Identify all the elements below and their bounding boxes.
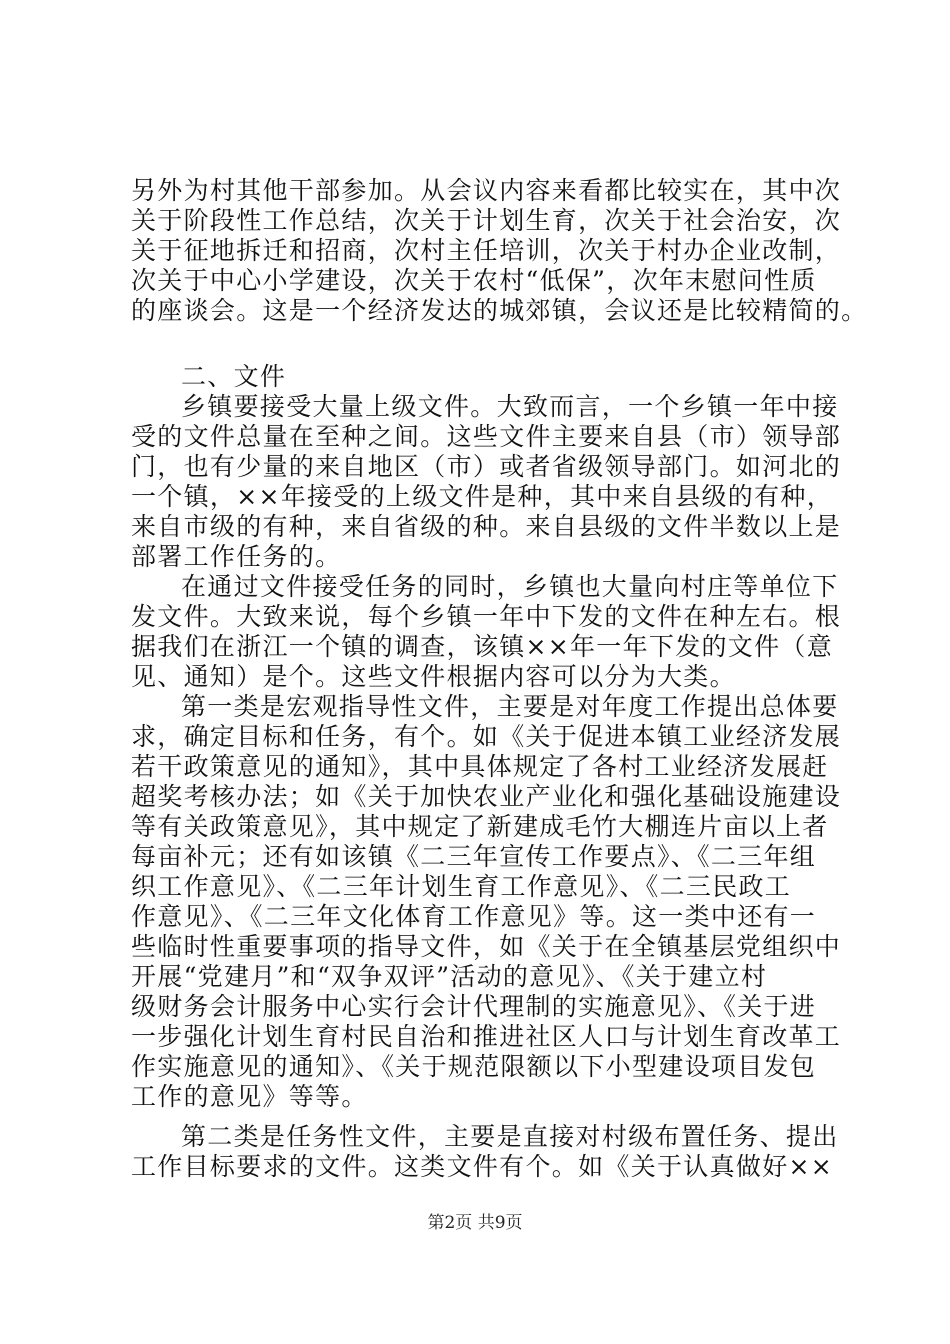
text-line: 门，也有少量的来自地区（市）或者省级领导部门。如河北的 xyxy=(131,452,842,481)
text-line: 受的文件总量在至种之间。这些文件主要来自县（市）领导部 xyxy=(131,422,842,451)
text-line: 作实施意见的通知》、《关于规范限额以下小型建设项目发包 xyxy=(131,1052,817,1081)
text-line: 次关于中心小学建设，次关于农村“低保”，次年末慰问性质 xyxy=(131,266,817,295)
text-line: 部署工作任务的。 xyxy=(131,542,342,571)
text-line: 据我们在浙江一个镇的调查，该镇××年一年下发的文件（意 xyxy=(131,632,833,661)
text-line: 工作的意见》等等。 xyxy=(131,1082,368,1111)
text-line: 发文件。大致来说，每个乡镇一年中下发的文件在种左右。根 xyxy=(131,602,842,631)
text-line: 乡镇要接受大量上级文件。大致而言，一个乡镇一年中接 xyxy=(181,392,839,421)
text-line: 另外为村其他干部参加。从会议内容来看都比较实在，其中次 xyxy=(131,176,842,205)
text-line: 等有关政策意见》，其中规定了新建成毛竹大棚连片亩以上者 xyxy=(131,812,829,841)
text-line: 求，确定目标和任务，有个。如《关于促进本镇工业经济发展 xyxy=(131,722,842,751)
text-line: 关于阶段性工作总结，次关于计划生育，次关于社会治安，次 xyxy=(131,206,842,235)
text-line: 每亩补元；还有如该镇《二三年宣传工作要点》、《二三年组 xyxy=(131,842,817,871)
text-line: 第二类是任务性文件，主要是直接对村级布置任务、提出 xyxy=(181,1122,839,1151)
page-number-footer: 第2页 共9页 xyxy=(427,1213,523,1233)
text-line: 见、通知）是个。这些文件根据内容可以分为大类。 xyxy=(131,662,736,691)
section-heading: 二、文件 xyxy=(181,362,287,391)
text-line: 一个镇，××年接受的上级文件是种，其中来自县级的有种， xyxy=(131,482,833,511)
text-line: 关于征地拆迁和招商，次村主任培训，次关于村办企业改制， xyxy=(131,236,842,265)
text-line: 级财务会计服务中心实行会计代理制的实施意见》、《关于进 xyxy=(131,992,817,1021)
text-line: 织工作意见》、《二三年计划生育工作意见》、《二三民政工 xyxy=(131,872,792,901)
text-line: 些临时性重要事项的指导文件，如《关于在全镇基层党组织中 xyxy=(131,932,842,961)
text-line: 作意见》、《二三年文化体育工作意见》等。这一类中还有一 xyxy=(131,902,817,931)
text-line: 超奖考核办法；如《关于加快农业产业化和强化基础设施建设 xyxy=(131,782,842,811)
text-line: 来自市级的有种，来自省级的种。来自县级的文件半数以上是 xyxy=(131,512,842,541)
text-line: 工作目标要求的文件。这类文件有个。如《关于认真做好×× xyxy=(131,1152,833,1181)
text-line: 第一类是宏观指导性文件，主要是对年度工作提出总体要 xyxy=(181,692,839,721)
text-line: 一步强化计划生育村民自治和推进社区人口与计划生育改革工 xyxy=(131,1022,842,1051)
text-line: 开展“党建月”和“双争双评”活动的意见》、《关于建立村 xyxy=(131,962,768,991)
text-line: 若干政策意见的通知》，其中具体规定了各村工业经济发展赶 xyxy=(131,752,829,781)
text-line: 在通过文件接受任务的同时，乡镇也大量向村庄等单位下 xyxy=(181,572,839,601)
text-line: 的座谈会。这是一个经济发达的城郊镇，会议还是比较精简的。 xyxy=(131,296,868,325)
